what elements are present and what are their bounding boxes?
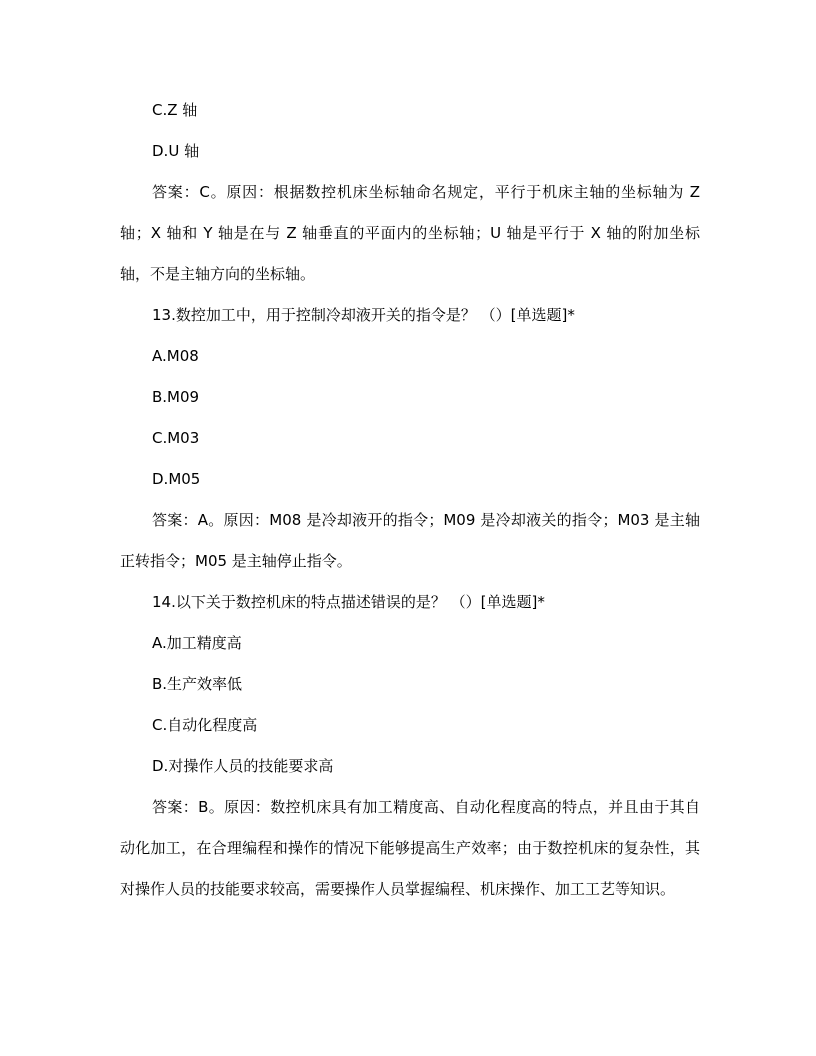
q14-answer: 答案：B。原因：数控机床具有加工精度高、自动化程度高的特点，并且由于其自动化加工，在合理编程和操作的情况下能够提高生产效率；由于数控机床的复杂性，其对操作人员的技能要求较高，需要操作人员掌握编程、机床操作、加工工艺等知识。: [120, 798, 700, 898]
q14-option-a: A.加工精度高: [152, 634, 242, 652]
q13-question: 13.数控加工中，用于控制冷却液开关的指令是？ （）[单选题]*: [152, 306, 575, 324]
q12-answer: 答案：C。原因：根据数控机床坐标轴命名规定，平行于机床主轴的坐标轴为 Z 轴；X 轴和 Y 轴是在与 Z 轴垂直的平面内的坐标轴；U 轴是平行于 X 轴的附加坐标轴，不是主轴方向的坐标轴。: [120, 183, 700, 283]
page-content: [120, 90, 700, 910]
q12-option-c: C.Z 轴: [152, 101, 198, 119]
q14-option-d: D.对操作人员的技能要求高: [152, 757, 334, 775]
q13-option-c: C.M03: [152, 429, 200, 447]
q13-option-a: A.M08: [152, 347, 199, 365]
q13-option-d: D.M05: [152, 470, 201, 488]
q13-answer: 答案：A。原因：M08 是冷却液开的指令；M09 是冷却液关的指令；M03 是主轴正转指令；M05 是主轴停止指令。: [120, 511, 700, 570]
q14-option-b: B.生产效率低: [152, 675, 243, 693]
q14-question: 14.以下关于数控机床的特点描述错误的是？ （）[单选题]*: [152, 593, 545, 611]
q12-option-d: D.U 轴: [152, 142, 200, 160]
q13-option-b: B.M09: [152, 388, 200, 406]
q14-option-c: C.自动化程度高: [152, 716, 258, 734]
